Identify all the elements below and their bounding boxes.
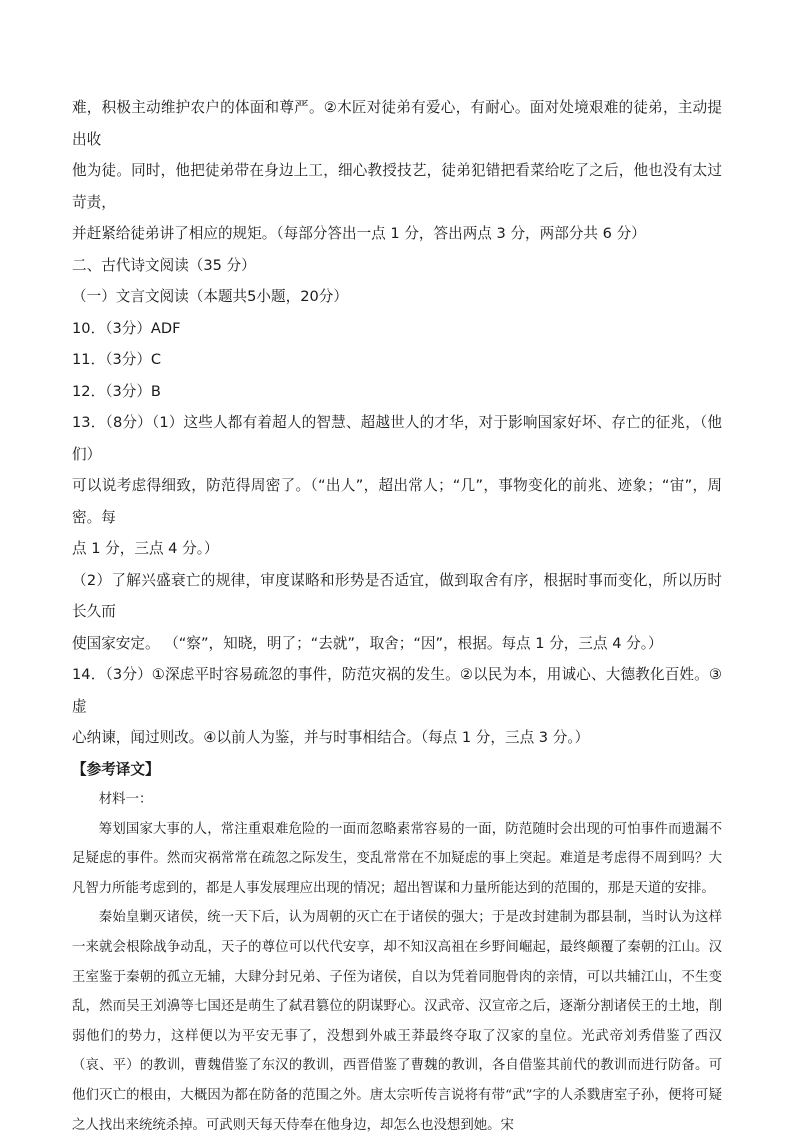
answer-line-2: 他为徒。同时，他把徒弟带在身边上工，细心教授技艺，徒弟犯错把看菜给吃了之后，他也没有太过苛责，	[72, 162, 722, 211]
translation-paragraph-1: 筹划国家大事的人，常注重艰难危险的一面而忽略素常容易的一面，防范随时会出现的可怕事件而遗漏不足疑虑的事件。然而灾祸常常在疏忽之际发生，变乱常常在不加疑虑的事上突起。难道是考虑得不周到吗？大凡智力所能考虑到的，都是人事发展理应出现的情况；超出智谋和力量所能达到的范围的，那是天道的安排。	[72, 821, 722, 896]
answer-q13-part2-line-1: （2）了解兴盛衰亡的规律，审度谋略和形势是否适宜，做到取舍有序，根据时事而变化，所以历时长久而	[72, 571, 722, 620]
document-page	[72, 92, 722, 1140]
answer-q13-line-3: 点 1 分，三点 4 分。）	[72, 540, 219, 557]
material-one-label: 材料一：	[98, 792, 153, 807]
answer-q10: 10．（3分）ADF	[72, 319, 181, 337]
answer-q12: 12．（3分）B	[72, 382, 161, 400]
answer-q13-part2-line-2: 使国家安定。 （“察”，知晓，明了；“去就”，取舍；“因”，根据。每点 1 分，三点 4 分。）	[72, 634, 663, 652]
answer-q13-line-2: 可以说考虑得细致，防范得周密了。（“出人”，超出常人；“几”，事物变化的前兆、迹象；“宙”，周密。每	[72, 477, 722, 526]
answer-q13-line-1: 13．（8分）（1）这些人都有着超人的智慧、超越世人的才华，对于影响国家好坏、存亡的征兆，（他们）	[72, 414, 722, 463]
answer-q11: 11．（3分）C	[72, 351, 162, 368]
answer-q14-line-2: 心纳谏，闻过则改。④以前人为鉴，并与时事相结合。（每点 1 分，三点 3 分。）	[72, 729, 590, 746]
translation-paragraph-2: 秦始皇剿灭诸侯，统一天下后，认为周朝的灭亡在于诸侯的强大；于是改封建制为郡县制，当时认为这样一来就会根除战争动乱，天子的尊位可以代代安享，却不知汉高祖在乡野间崛起，最终颠覆了秦朝的江山。汉王室鉴于秦朝的孤立无辅，大肆分封兄弟、子侄为诸侯，自以为凭着同胞骨肉的亲情，可以共辅江山，不生变乱，然而吴王刘濞等七国还是萌生了弑君篡位的阴谋野心。汉武帝、汉宣帝之后，逐渐分割诸侯王的土地，削弱他们的势力，这样便以为平安无事了，没想到外戚王莽最终夺取了汉家的皇位。光武帝刘秀借鉴了西汉（哀、平）的教训，曹魏借鉴了东汉的教训，西晋借鉴了曹魏的教训，各自借鉴其前代的教训而进行防备。可他们灭亡的根由，大概因为都在防备的范围之外。唐太宗听传言说将有带“武”字的人杀戮唐室子孙，便将可疑之人找出来统统杀掉。可武则天每天侍奉在他身边，却怎么也没想到她。宋	[72, 910, 722, 1133]
section-heading-ancient-poetry: 二、古代诗文阅读（35 分）	[72, 256, 256, 274]
answer-line-3: 并赶紧给徒弟讲了相应的规矩。（每部分答出一点 1 分，答出两点 3 分，两部分共 6 分）	[72, 225, 646, 242]
answer-q14-line-1: 14．（3分）①深虑平时容易疏忽的事件，防范灾祸的发生。②以民为本，用诚心、大德教化百姓。③虚	[72, 666, 722, 715]
subsection-heading-classical-chinese: （一）文言文阅读（本题共5小题，20分）	[72, 288, 348, 305]
reference-translation-title: 【参考译文】	[72, 760, 160, 778]
answer-line-1: 难，积极主动维护农户的体面和尊严。②木匠对徒弟有爱心，有耐心。面对处境艰难的徒弟，主动提出收	[72, 99, 722, 148]
